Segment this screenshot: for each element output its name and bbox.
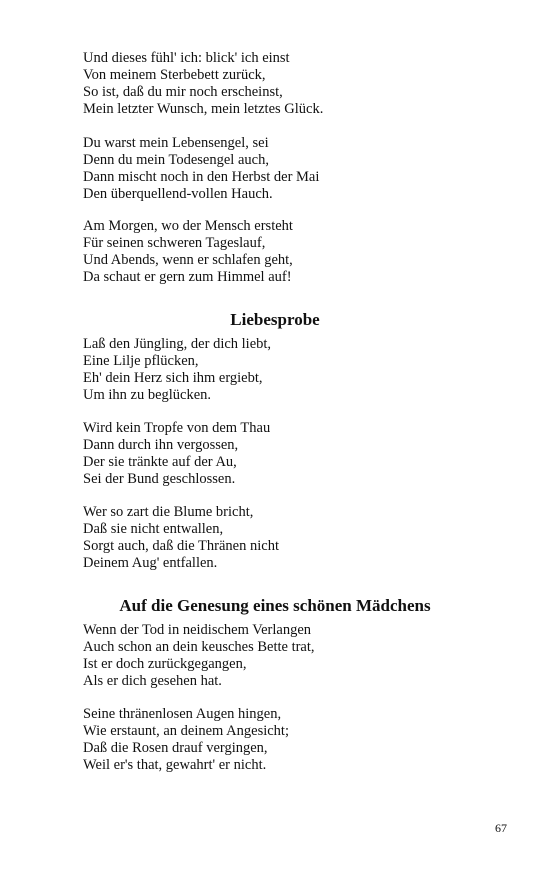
poem-line: Eine Lilje pflücken, — [83, 353, 199, 369]
poem-stanza — [83, 218, 293, 286]
poem-title: Liebesprobe — [230, 310, 320, 329]
poem-line: Weil er's that, gewahrt' er nicht. — [83, 757, 267, 773]
poem-stanza — [83, 622, 315, 690]
poem-line: Eh' dein Herz sich ihm ergiebt, — [83, 370, 263, 386]
poem-stanza — [83, 135, 319, 203]
poem-line: Sei der Bund geschlossen. — [83, 471, 236, 487]
poem-line: Wie erstaunt, an deinem Angesicht; — [83, 723, 289, 739]
poem-line: Für seinen schweren Tageslauf, — [83, 235, 266, 251]
poem-line: Dann durch ihn vergossen, — [83, 437, 239, 453]
page-number: 67 — [495, 821, 507, 835]
poem-stanza — [83, 706, 289, 774]
poem-line: Wer so zart die Blume bricht, — [83, 504, 254, 520]
poem-line: Ist er doch zurückgegangen, — [83, 656, 247, 672]
poem-title: Auf die Genesung eines schönen Mädchens — [119, 596, 431, 615]
poem-line: So ist, daß du mir noch erscheinst, — [83, 84, 283, 100]
poem-line: Von meinem Sterbebett zurück, — [83, 67, 266, 83]
poem-line: Um ihn zu beglücken. — [83, 387, 212, 403]
poem-line: Den überquellend-vollen Hauch. — [83, 186, 273, 202]
poem-stanza — [83, 420, 270, 488]
poem-line: Deinem Aug' entfallen. — [83, 555, 218, 571]
poem-line: Auch schon an dein keusches Bette trat, — [83, 639, 315, 655]
poem-line: Wird kein Tropfe von dem Thau — [83, 420, 271, 436]
poem-line: Dann mischt noch in den Herbst der Mai — [83, 169, 320, 185]
poem-line: Als er dich gesehen hat. — [83, 673, 222, 689]
poem-stanza — [83, 336, 271, 404]
poem-line: Und Abends, wenn er schlafen geht, — [83, 252, 293, 268]
poem-line: Mein letzter Wunsch, mein letztes Glück. — [83, 101, 324, 117]
poem-line: Daß sie nicht entwallen, — [83, 521, 224, 537]
poem-stanza — [83, 50, 323, 118]
poem-stanza — [83, 504, 279, 572]
poem-line: Am Morgen, wo der Mensch ersteht — [83, 218, 293, 234]
poem-line: Seine thränenlosen Augen hingen, — [83, 706, 282, 722]
poem-line: Sorgt auch, daß die Thränen nicht — [83, 538, 279, 554]
poem-line: Daß die Rosen drauf vergingen, — [83, 740, 268, 756]
poem-line: Du warst mein Lebensengel, sei — [83, 135, 269, 151]
poem-line: Und dieses fühl' ich: blick' ich einst — [83, 50, 290, 66]
poem-line: Denn du mein Todesengel auch, — [83, 152, 269, 168]
poem-line: Wenn der Tod in neidischem Verlangen — [83, 622, 312, 638]
poem-line: Der sie tränkte auf der Au, — [83, 454, 237, 470]
poem-line: Da schaut er gern zum Himmel auf! — [83, 269, 292, 285]
poem-line: Laß den Jüngling, der dich liebt, — [83, 336, 272, 352]
